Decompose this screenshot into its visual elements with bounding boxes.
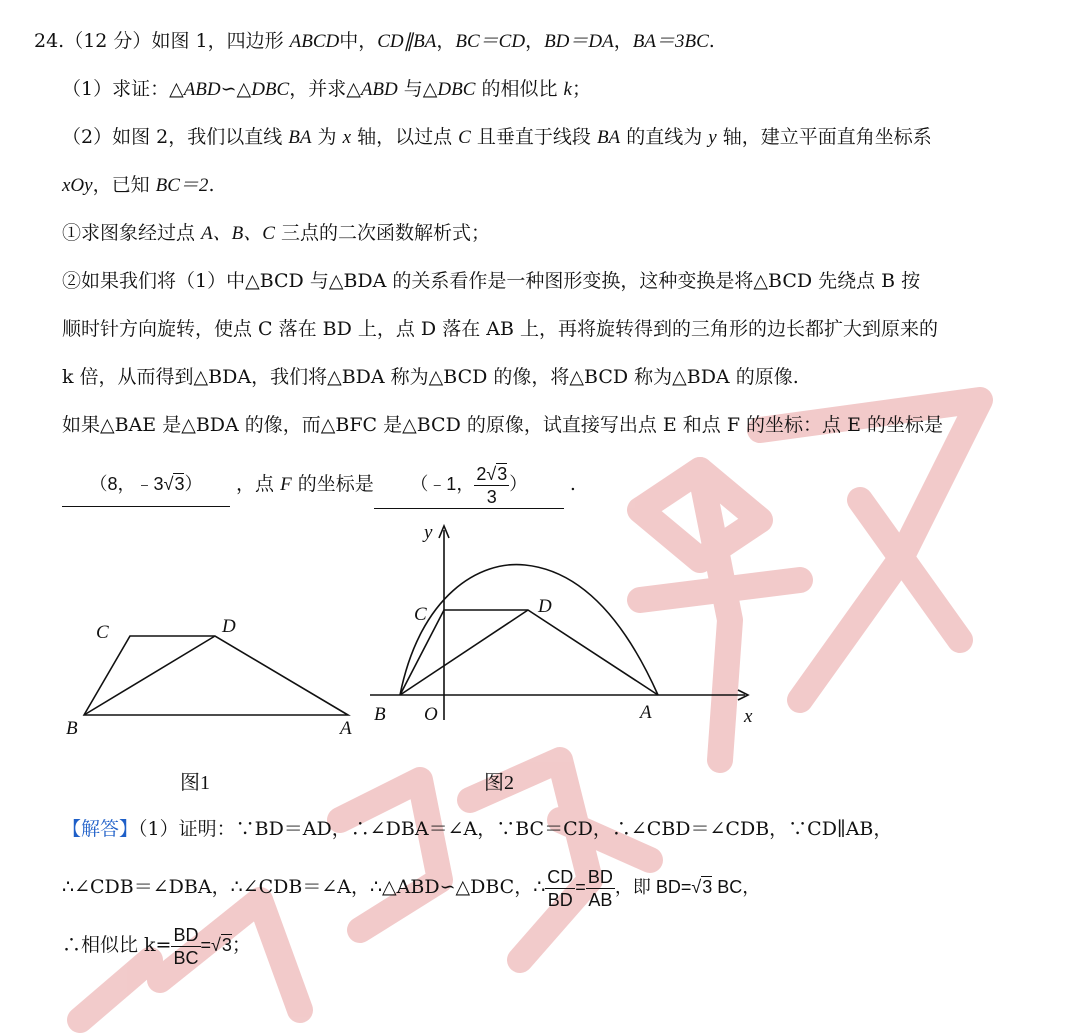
fig1-label-d: D (222, 616, 236, 637)
answer-f-blank: （﹣1， $\frac{2√3}{3}$ ） (374, 462, 564, 509)
fig1-label-c: C (96, 622, 109, 643)
fig2-label-x: x (744, 706, 753, 727)
fig1-label-b: B (66, 718, 78, 739)
part2-question-2-line-1: ②如果我们将（1）中△BCD 与△BDA 的关系看作是一种图形变换，这种变换是将△BCD 先绕点 B 按 (62, 270, 921, 292)
solution-line-2: ∴∠CDB＝∠DBA，∴∠CDB＝∠A，∴△ABD∽△DBC，∴ $\frac{CD}{BD}$ = $\frac{BD}{AB}$ ，即 BD=√3 BC， (62, 866, 761, 910)
answer-line: （8，﹣3√3） ，点 F 的坐标是 （﹣1， $\frac{2√3}{3}$ ） . (62, 462, 576, 509)
quadrilateral-abcd (84, 636, 348, 715)
fig1-label-a: A (340, 718, 352, 739)
answer-tag: 【解答】 (62, 818, 139, 840)
figure-1-caption: 图1 (180, 772, 210, 794)
solution-line-3: ∴相似比 k= $\frac{BD}{BC}$ =√3； (62, 924, 251, 968)
part2-line-2: xOy，已知 BC＝2. (62, 174, 215, 196)
diagonal-bd (84, 636, 215, 715)
fig2-label-y: y (424, 522, 433, 543)
fig2-label-b: B (374, 704, 386, 725)
part2-question-1: ①求图象经过点 A、B、C 三点的二次函数解析式； (62, 222, 491, 244)
figure-2 (360, 520, 780, 750)
fig2-label-a: A (640, 702, 652, 723)
problem-line-1: 24.（12 分）如图 1，四边形 ABCD中，CD∥BA，BC＝CD，BD＝DA，BA＝3BC. (34, 30, 715, 52)
part2-question-2-line-2: 顺时针方向旋转，使点 C 落在 BD 上，点 D 落在 AB 上，再将旋转得到的三角形的边长都扩大到原来的 (62, 318, 938, 340)
part2-line-1: （2）如图 2，我们以直线 BA 为 x 轴，以过点 C 且垂直于线段 BA 的直线为 y 轴，建立平面直角坐标系 (62, 126, 932, 148)
fig2-label-o: O (424, 704, 438, 725)
part2-question-2-line-3: k 倍，从而得到△BDA，我们将△BDA 称为△BCD 的像，将△BCD 称为△BDA 的原像. (62, 366, 799, 388)
part1-question: （1）求证：△ABD∽△DBC，并求△ABD 与△DBC 的相似比 k； (62, 78, 591, 100)
quadrilateral-bcda (400, 610, 658, 695)
part2-question-2-line-4: 如果△BAE 是△BDA 的像，而△BFC 是△BCD 的原像，试直接写出点 E 和点 F 的坐标：点 E 的坐标是 (62, 414, 944, 436)
parabola (400, 565, 658, 695)
fig2-label-c: C (414, 604, 427, 625)
figure-2-caption: 图2 (484, 772, 514, 794)
fig2-label-d: D (538, 596, 552, 617)
solution-line-1: 【解答】（1）证明：∵BD＝AD，∴∠DBA＝∠A，∵BC＝CD，∴∠CBD＝∠CDB，∵CD∥AB， (62, 818, 893, 840)
answer-e-blank: （8，﹣3√3） (62, 462, 230, 507)
